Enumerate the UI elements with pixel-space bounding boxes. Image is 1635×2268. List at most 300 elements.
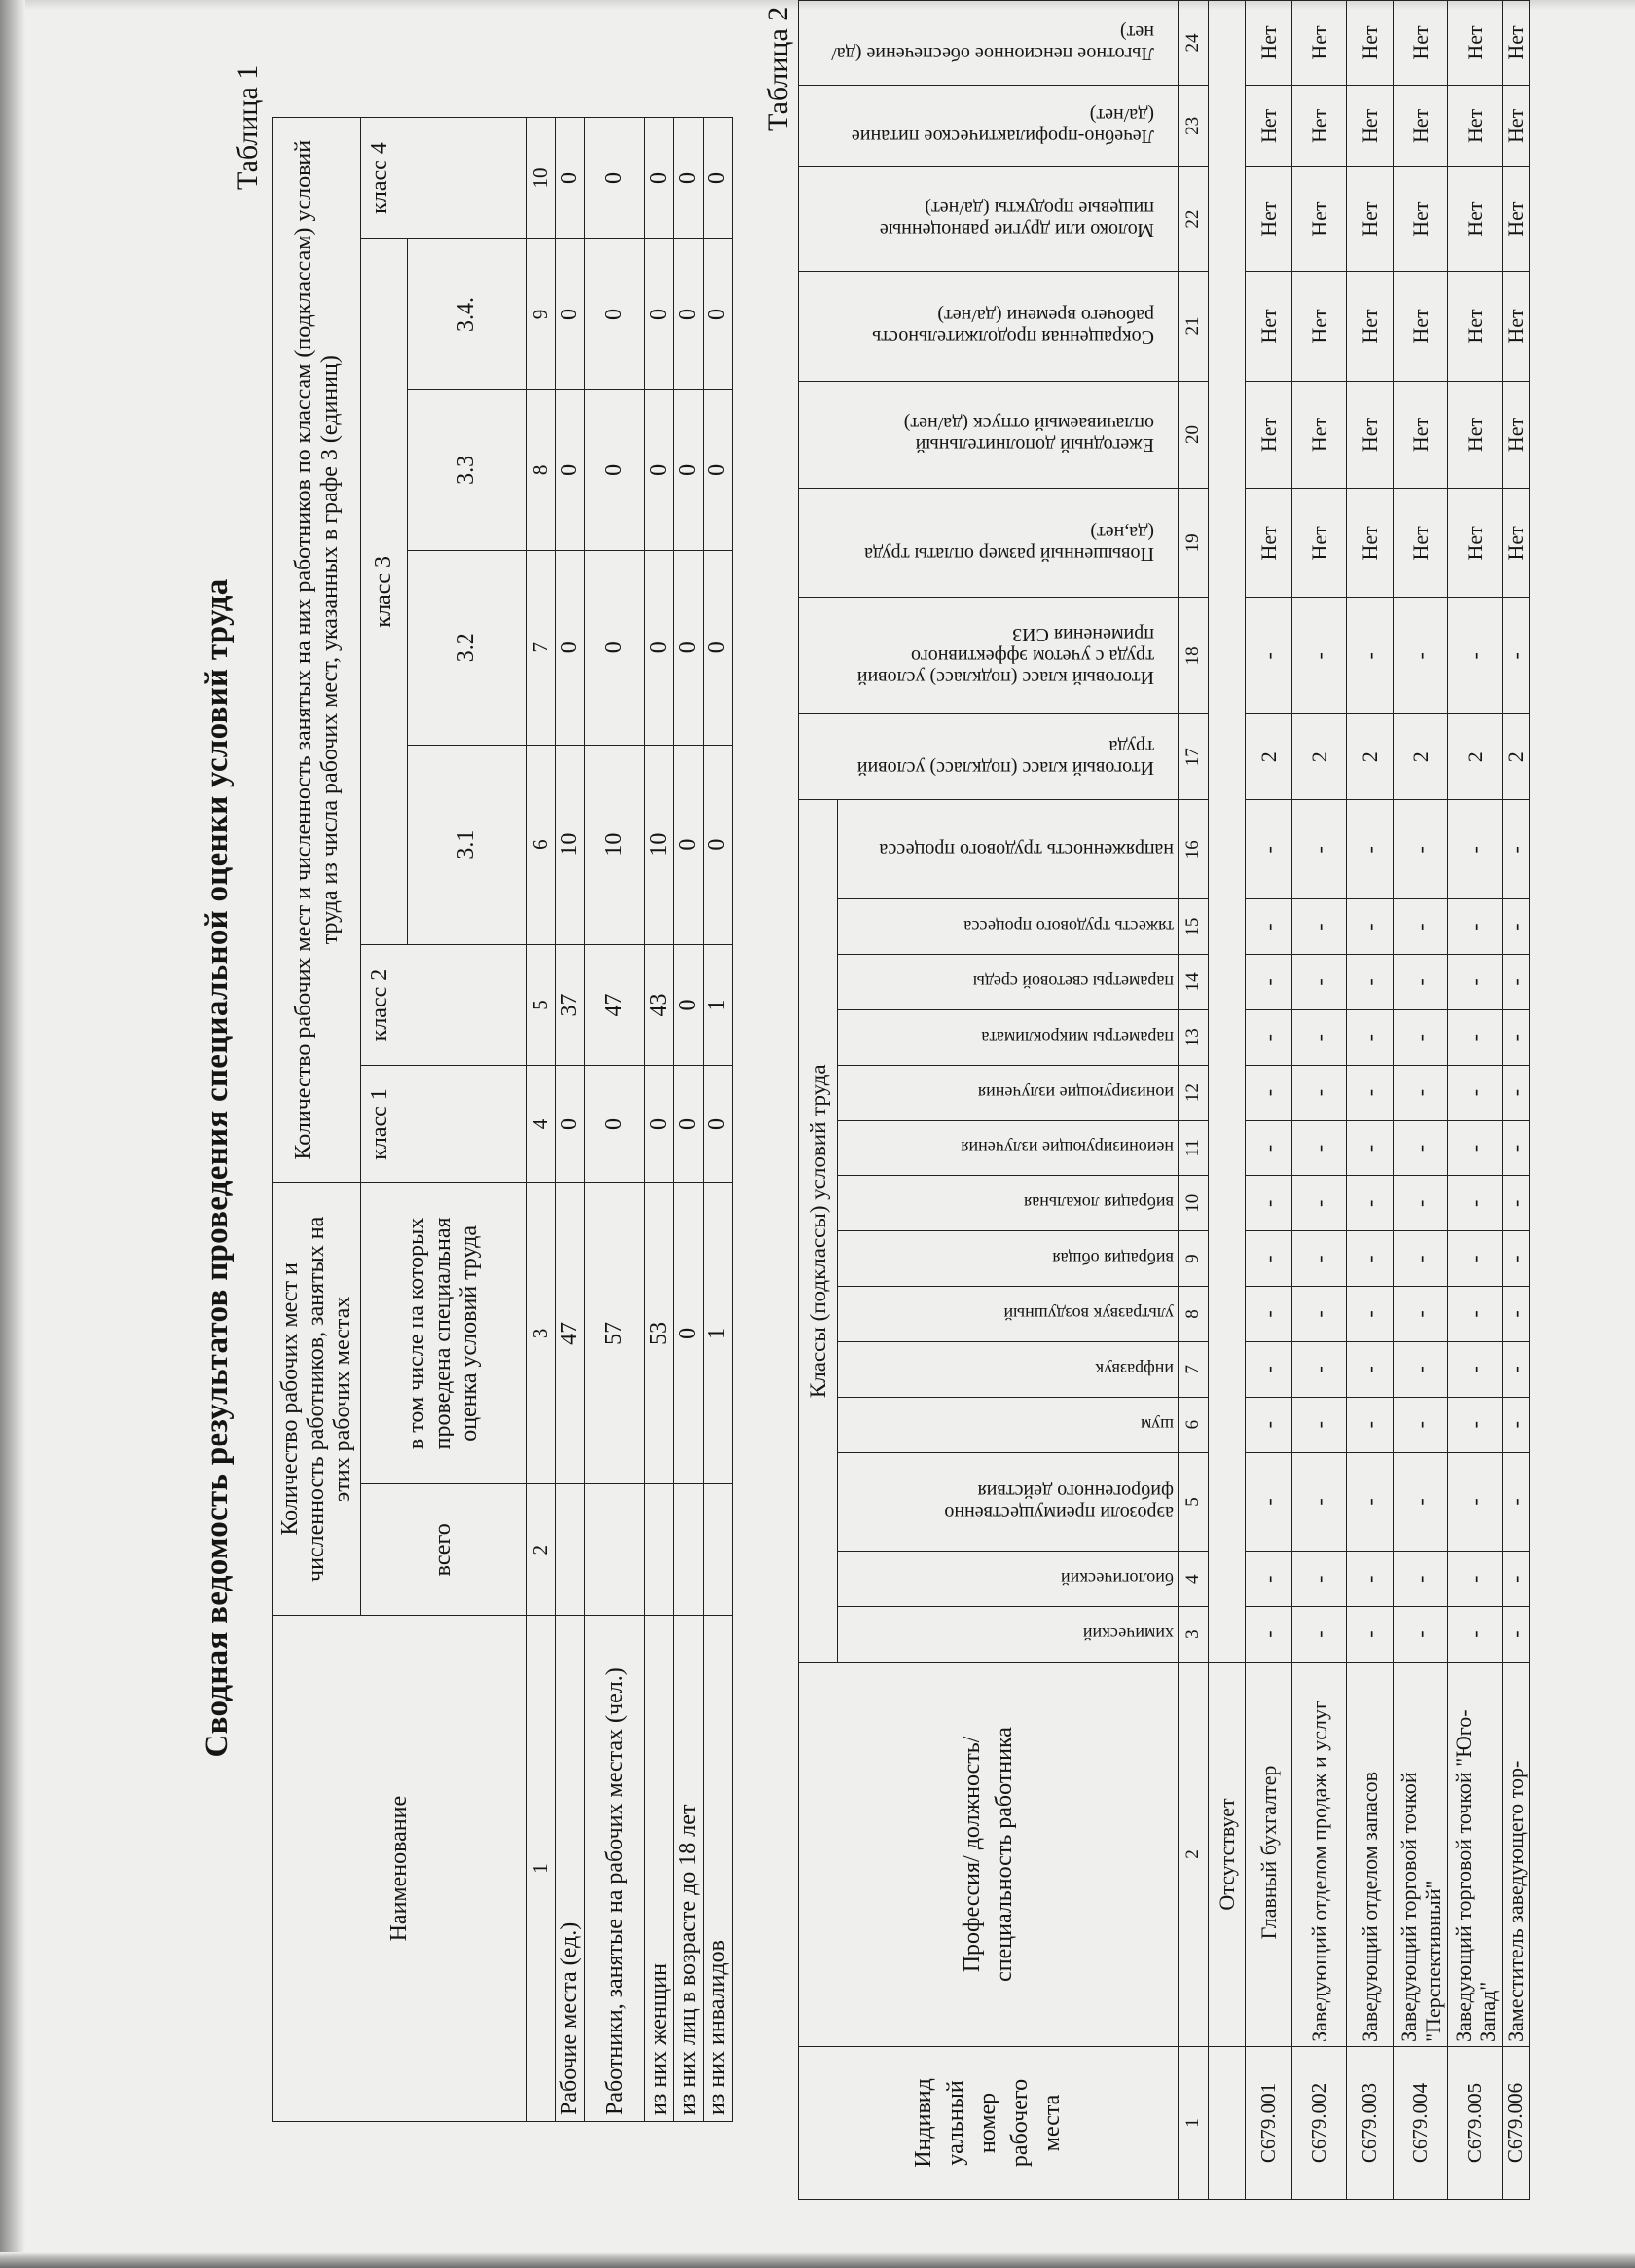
t1-cell: 0 <box>585 118 645 239</box>
t2-factor-cell: - <box>1292 1065 1347 1120</box>
t1-header-workplaces: Количество рабочих мест и численность работников, занятых на этих рабочих местах <box>273 1183 361 1616</box>
t1-row-label: из них женщин <box>645 1616 674 2122</box>
t2-factor-cell: - <box>1394 1176 1448 1231</box>
t1-cell: 0 <box>645 1066 674 1183</box>
t2-colnum: 10 <box>1179 1176 1209 1231</box>
t2-wp-id: С679.004 <box>1394 2046 1448 2199</box>
t2-row <box>1394 1 1448 2200</box>
t2-factor-cell: - <box>1292 899 1347 955</box>
t2-factor-header <box>838 800 1179 899</box>
t2-header-final-class-siz-text: Итоговый класс (подкласс) условий труда с учетом эффективного применения СИЗ <box>856 623 1154 688</box>
t2-factor-header <box>838 1009 1179 1065</box>
t2-guarantee-cell: Нет <box>1292 272 1347 381</box>
t2-factor-header <box>838 1397 1179 1452</box>
t2-header-guarantee <box>799 85 1179 166</box>
t2-factor-cell: - <box>1448 800 1503 899</box>
t1-row <box>585 118 645 2122</box>
t2-factor-cell: - <box>1503 1120 1530 1176</box>
t1-colnum: 1 <box>527 1616 556 2122</box>
t2-guarantee-cell: Нет <box>1448 1 1503 86</box>
t1-colnum: 2 <box>527 1484 556 1616</box>
t2-body <box>1246 1 1530 2200</box>
t2-guarantee-cell: Нет <box>1448 489 1503 598</box>
t1-header-sub33: 3.3 <box>408 389 527 550</box>
t2-factor-cell: - <box>1347 1231 1394 1287</box>
t2-factor-cell: - <box>1292 1176 1347 1231</box>
t2-factor-cell: - <box>1394 954 1448 1009</box>
t2-header-guarantee-text: Повышенный размер оплаты труда (да,нет) <box>863 521 1154 565</box>
t1-cell: 0 <box>674 1183 704 1484</box>
t1-cell <box>645 1484 674 1616</box>
t2-header-profession: Профессия/ должность/ специальность работника <box>799 1662 1179 2046</box>
t1-cell: 0 <box>556 389 585 550</box>
t2-factor-cell: - <box>1246 954 1292 1009</box>
t2-factor-cell: - <box>1246 1231 1292 1287</box>
t2-wp-id: С679.006 <box>1503 2046 1530 2199</box>
t2-factor-header <box>838 1065 1179 1120</box>
t2-factor-cell: - <box>1394 1009 1448 1065</box>
t2-factor-header-text: неионизирующие излучения <box>960 1138 1174 1158</box>
t2-header-guarantee <box>799 166 1179 272</box>
t2-factor-header-text: ультразвук воздушный <box>1002 1303 1174 1324</box>
t2-factor-cell: - <box>1394 1120 1448 1176</box>
t1-colnum: 10 <box>527 118 556 239</box>
t2-row <box>1503 1 1530 2200</box>
t2-factor-cell: - <box>1347 899 1394 955</box>
t1-cell: 53 <box>645 1183 674 1484</box>
t2-factor-cell: - <box>1246 1065 1292 1120</box>
t2-colnum: 6 <box>1179 1397 1209 1452</box>
t2-guarantee-cell: Нет <box>1246 489 1292 598</box>
t2-row <box>1292 1 1347 2200</box>
t2-factor-cell: - <box>1448 954 1503 1009</box>
t2-colnum: 18 <box>1179 598 1209 714</box>
t2-factor-cell: - <box>1394 1552 1448 1607</box>
t2-colnum: 17 <box>1179 714 1209 800</box>
t2-factor-cell: - <box>1394 1397 1448 1452</box>
t2-final-class: 2 <box>1246 714 1292 800</box>
t2-factor-cell: - <box>1292 1607 1347 1663</box>
t1-cell: 0 <box>556 118 585 239</box>
t2-row <box>1347 1 1394 2200</box>
table1-caption: Таблица 1 <box>232 64 264 190</box>
t2-factor-cell: - <box>1503 1607 1530 1663</box>
t2-guarantee-cell: Нет <box>1394 272 1448 381</box>
t2-factor-cell: - <box>1347 1607 1394 1663</box>
t2-final-class-siz: - <box>1503 598 1530 714</box>
t2-factor-cell: - <box>1448 1120 1503 1176</box>
t2-colnum: 8 <box>1179 1287 1209 1342</box>
t1-cell: 0 <box>674 389 704 550</box>
t2-factor-cell: - <box>1347 1397 1394 1452</box>
t2-final-class: 2 <box>1503 714 1530 800</box>
t1-cell <box>556 1484 585 1616</box>
t1-cell: 43 <box>645 944 674 1066</box>
t2-header-classes: Классы (подклассы) условий труда <box>799 800 838 1663</box>
t2-wp-id: С679.001 <box>1246 2046 1292 2199</box>
t1-cell: 47 <box>585 944 645 1066</box>
t2-colnum: 14 <box>1179 954 1209 1009</box>
t1-header-class2: класс 2 <box>361 944 527 1066</box>
t2-factor-cell: - <box>1503 1231 1530 1287</box>
t2-colnum: 20 <box>1179 381 1209 489</box>
t2-profession: Заместитель заведующего тор- <box>1503 1662 1530 2046</box>
t2-colnum: 19 <box>1179 489 1209 598</box>
t2-profession: Заведующий отделом продаж и услуг <box>1292 1662 1347 2046</box>
t2-colnum: 1 <box>1179 2046 1209 2199</box>
t2-final-class: 2 <box>1448 714 1503 800</box>
t1-cell: 0 <box>585 1066 645 1183</box>
t2-colnum: 9 <box>1179 1231 1209 1287</box>
t1-row <box>556 118 585 2122</box>
t2-guarantee-cell: Нет <box>1347 272 1394 381</box>
t2-factor-cell: - <box>1246 1120 1292 1176</box>
t1-row <box>645 118 674 2122</box>
t2-factor-header-text: шум <box>1140 1414 1174 1435</box>
t1-row-label: Рабочие места (ед.) <box>556 1616 585 2122</box>
t1-header-sub32: 3.2 <box>408 550 527 745</box>
t2-factor-cell: - <box>1448 1341 1503 1397</box>
t2-factor-cell: - <box>1246 1341 1292 1397</box>
t2-factor-cell: - <box>1448 1065 1503 1120</box>
t2-colnum: 11 <box>1179 1120 1209 1176</box>
t2-factor-header-text: химический <box>1082 1625 1174 1645</box>
t1-cell: 0 <box>674 745 704 944</box>
t2-guarantee-cell: Нет <box>1347 85 1394 166</box>
t2-factor-cell: - <box>1292 1341 1347 1397</box>
t2-factor-header <box>838 1176 1179 1231</box>
t2-guarantee-cell: Нет <box>1394 381 1448 489</box>
t1-row-label: из них лиц в возрасте до 18 лет <box>674 1616 704 2122</box>
t1-cell: 0 <box>556 1066 585 1183</box>
t2-guarantee-cell: Нет <box>1503 1 1530 86</box>
document-title: Сводная ведомость результатов проведения специальной оценки условий труда <box>200 578 235 1758</box>
t2-colnum: 13 <box>1179 1009 1209 1065</box>
t2-wp-id: С679.005 <box>1448 2046 1503 2199</box>
t2-factor-cell: - <box>1448 1176 1503 1231</box>
t2-profession: Главный бухгалтер <box>1246 1662 1292 2046</box>
table2-caption: Таблица 2 <box>762 6 794 131</box>
t2-guarantee-cell: Нет <box>1246 381 1292 489</box>
t2-section-label: Отсутствует <box>1209 1662 1246 2046</box>
t1-cell: 0 <box>704 389 733 550</box>
t2-factor-cell: - <box>1347 1065 1394 1120</box>
t2-factor-cell: - <box>1394 1452 1448 1552</box>
t2-factor-cell: - <box>1448 1552 1503 1607</box>
t1-cell: 10 <box>585 745 645 944</box>
t2-factor-cell: - <box>1292 800 1347 899</box>
t1-cell: 0 <box>704 239 733 390</box>
t1-row <box>674 118 704 2122</box>
t2-factor-cell: - <box>1448 1607 1503 1663</box>
t2-factor-cell: - <box>1448 1397 1503 1452</box>
t2-factor-header-text: напряженность трудового процесса <box>878 838 1174 860</box>
t1-cell: 0 <box>674 239 704 390</box>
t1-cell: 0 <box>556 550 585 745</box>
t2-factor-header <box>838 1452 1179 1552</box>
t2-guarantee-cell: Нет <box>1246 166 1292 272</box>
t1-cell: 0 <box>585 550 645 745</box>
t1-cell: 0 <box>645 389 674 550</box>
t2-colnum: 22 <box>1179 166 1209 272</box>
t2-guarantee-cell: Нет <box>1347 1 1394 86</box>
t1-cell: 57 <box>585 1183 645 1484</box>
t2-factor-header-text: вибрация общая <box>1051 1249 1174 1269</box>
t1-header-name: Наименование <box>273 1616 527 2122</box>
t1-colnum: 6 <box>527 745 556 944</box>
t2-guarantee-cell: Нет <box>1292 85 1347 166</box>
t2-final-class: 2 <box>1394 714 1448 800</box>
t2-factor-header-text: параметры микроклимата <box>980 1027 1174 1047</box>
t2-section-blank <box>1209 1 1246 1663</box>
t1-cell: 10 <box>645 745 674 944</box>
t2-factor-cell: - <box>1448 1287 1503 1342</box>
t1-cell <box>585 1484 645 1616</box>
t2-factor-cell: - <box>1347 1341 1394 1397</box>
t1-cell: 10 <box>556 745 585 944</box>
t2-guarantee-cell: Нет <box>1246 1 1292 86</box>
t1-header-class1: класс 1 <box>361 1066 527 1183</box>
t1-cell: 0 <box>585 239 645 390</box>
t2-guarantee-cell: Нет <box>1292 381 1347 489</box>
t1-colnum: 5 <box>527 944 556 1066</box>
t2-factor-cell: - <box>1503 1287 1530 1342</box>
t2-guarantee-cell: Нет <box>1347 166 1394 272</box>
t2-profession: Заведующий отделом запасов <box>1347 1662 1394 2046</box>
t1-colnum: 7 <box>527 550 556 745</box>
t2-factor-cell: - <box>1347 1552 1394 1607</box>
t2-factor-cell: - <box>1503 1176 1530 1231</box>
summary-table-2 <box>798 0 1530 2200</box>
t1-cell: 0 <box>704 550 733 745</box>
t1-body <box>556 118 733 2122</box>
t2-factor-cell: - <box>1246 1009 1292 1065</box>
t1-cell: 0 <box>704 1066 733 1183</box>
t2-header-guarantee-text: Ежегодный дополнительный оплачиваемый отпуск (да/нет) <box>903 413 1154 457</box>
t2-factor-header <box>838 1607 1179 1663</box>
t2-factor-cell: - <box>1503 1341 1530 1397</box>
t2-guarantee-cell: Нет <box>1503 489 1530 598</box>
t2-factor-cell: - <box>1347 1452 1394 1552</box>
t2-factor-cell: - <box>1246 1176 1292 1231</box>
t2-factor-header-text: параметры световой среды <box>972 971 1174 992</box>
t1-cell <box>674 1484 704 1616</box>
t2-row <box>1448 1 1503 2200</box>
t2-factor-cell: - <box>1448 1231 1503 1287</box>
t2-colnum: 15 <box>1179 899 1209 955</box>
t2-wp-id: С679.003 <box>1347 2046 1394 2199</box>
t2-header-final-class-text: Итоговый класс (подкласс) условий труда <box>856 735 1154 779</box>
t1-header-total: всего <box>361 1484 527 1616</box>
t1-cell: 37 <box>556 944 585 1066</box>
t2-factor-cell: - <box>1347 800 1394 899</box>
t2-guarantee-cell: Нет <box>1394 166 1448 272</box>
t1-cell: 0 <box>645 239 674 390</box>
t1-header-sub34: 3.4. <box>408 239 527 390</box>
t2-factor-cell: - <box>1292 1120 1347 1176</box>
t2-factor-header <box>838 1287 1179 1342</box>
t1-header-class4: класс 4 <box>361 118 527 239</box>
t2-factor-header-text: инфразвук <box>1094 1359 1174 1379</box>
t2-factor-header <box>838 954 1179 1009</box>
t1-cell: 1 <box>704 944 733 1066</box>
t2-header-guarantee <box>799 272 1179 381</box>
t2-colnum: 24 <box>1179 1 1209 86</box>
t2-guarantee-cell: Нет <box>1503 381 1530 489</box>
t1-cell: 1 <box>704 1183 733 1484</box>
t1-cell: 0 <box>704 118 733 239</box>
t1-cell <box>704 1484 733 1616</box>
t2-section-blank <box>1209 2046 1246 2199</box>
t2-factor-cell: - <box>1394 899 1448 955</box>
t2-guarantee-cell: Нет <box>1292 489 1347 598</box>
t2-factor-cell: - <box>1448 1452 1503 1552</box>
t2-header-guarantee-text: Сокращенная продолжительность рабочего времени (да/нет) <box>871 305 1154 348</box>
t1-cell: 0 <box>556 239 585 390</box>
t2-factor-cell: - <box>1246 1287 1292 1342</box>
t1-colnum: 9 <box>527 239 556 390</box>
t1-cell: 0 <box>674 550 704 745</box>
t2-factor-cell: - <box>1503 1552 1530 1607</box>
t2-factor-cell: - <box>1246 1552 1292 1607</box>
t2-factor-header <box>838 1231 1179 1287</box>
t2-factor-cell: - <box>1347 1120 1394 1176</box>
t2-header-guarantee <box>799 381 1179 489</box>
t2-factor-header-text: вибрация локальная <box>1023 1193 1174 1214</box>
t2-factor-header-text: аэрозоли преимущественно фиброгенного действия <box>943 1480 1174 1523</box>
t2-factor-cell: - <box>1246 1397 1292 1452</box>
t1-cell: 0 <box>585 389 645 550</box>
t2-guarantee-cell: Нет <box>1503 85 1530 166</box>
t2-factor-cell: - <box>1394 1607 1448 1663</box>
t1-cell: 0 <box>645 118 674 239</box>
t2-factor-cell: - <box>1394 1341 1448 1397</box>
summary-table-1 <box>272 117 733 2122</box>
t2-factor-header <box>838 1341 1179 1397</box>
t2-factor-cell: - <box>1292 1009 1347 1065</box>
t2-factor-header-text: ионизирующие излучения <box>977 1082 1174 1103</box>
t2-factor-cell: - <box>1347 1287 1394 1342</box>
t2-factor-cell: - <box>1246 800 1292 899</box>
t2-factor-cell: - <box>1503 800 1530 899</box>
t2-factor-cell: - <box>1503 1452 1530 1552</box>
t2-factor-cell: - <box>1292 1287 1347 1342</box>
t2-guarantee-cell: Нет <box>1448 272 1503 381</box>
t2-row <box>1246 1 1292 2200</box>
t2-guarantee-cell: Нет <box>1246 272 1292 381</box>
t2-guarantee-cell: Нет <box>1292 1 1347 86</box>
t2-header-final-class <box>799 714 1179 800</box>
t2-final-class-siz: - <box>1448 598 1503 714</box>
t2-factor-header <box>838 1552 1179 1607</box>
t2-guarantee-cell: Нет <box>1246 85 1292 166</box>
t2-profession: Заведующий торговой точкой "Перспективный" <box>1394 1662 1448 2046</box>
t2-guarantee-cell: Нет <box>1292 166 1347 272</box>
t2-colnum: 16 <box>1179 800 1209 899</box>
t2-header-wp-number-text: Индивидуальный номер рабочего места <box>911 2078 1065 2168</box>
t1-row-label: из них инвалидов <box>704 1616 733 2122</box>
t2-guarantee-cell: Нет <box>1448 166 1503 272</box>
t1-header-sub31: 3.1 <box>408 745 527 944</box>
t2-factor-cell: - <box>1503 899 1530 955</box>
t2-final-class-siz: - <box>1347 598 1394 714</box>
t2-factor-cell: - <box>1292 1231 1347 1287</box>
t2-factor-header-text: биологический <box>1060 1569 1174 1590</box>
t2-factor-header <box>838 899 1179 955</box>
t2-colnum: 7 <box>1179 1341 1209 1397</box>
t2-guarantee-cell: Нет <box>1394 1 1448 86</box>
t2-factor-cell: - <box>1292 1552 1347 1607</box>
t2-factor-cell: - <box>1246 1607 1292 1663</box>
t2-colnum: 23 <box>1179 85 1209 166</box>
t2-factor-cell: - <box>1394 1065 1448 1120</box>
t2-factor-cell: - <box>1246 899 1292 955</box>
t2-header-guarantee-text: Льготное пенсионное обеспечение (да/нет) <box>830 20 1154 64</box>
t2-final-class: 2 <box>1292 714 1347 800</box>
t2-factor-cell: - <box>1292 1397 1347 1452</box>
t2-factor-cell: - <box>1503 1397 1530 1452</box>
t2-guarantee-cell: Нет <box>1503 166 1530 272</box>
t2-factor-cell: - <box>1292 1452 1347 1552</box>
t2-colnum: 12 <box>1179 1065 1209 1120</box>
t2-colnum-row <box>1179 1 1209 2200</box>
t1-cell: 47 <box>556 1183 585 1484</box>
t2-final-class: 2 <box>1347 714 1394 800</box>
t2-factor-cell: - <box>1292 954 1347 1009</box>
t1-row-label: Работники, занятые на рабочих местах (чел.) <box>585 1616 645 2122</box>
t2-colnum: 3 <box>1179 1607 1209 1663</box>
t2-header-guarantee-text: Лечебно-профилактическое питание (да/нет) <box>851 104 1154 148</box>
t1-cell: 0 <box>674 944 704 1066</box>
t1-colnum: 3 <box>527 1183 556 1484</box>
t2-factor-cell: - <box>1347 1009 1394 1065</box>
t1-header-classes: Количество рабочих мест и численность занятых на них работников по классам (подклассам) условий труда из числа рабочих мест, указанных в графе 3 (единиц) <box>273 118 361 1183</box>
t2-final-class-siz: - <box>1292 598 1347 714</box>
t2-factor-cell: - <box>1503 1065 1530 1120</box>
t2-factor-cell: - <box>1503 1009 1530 1065</box>
t2-factor-cell: - <box>1394 1231 1448 1287</box>
t1-cell: 0 <box>645 550 674 745</box>
t1-row <box>704 118 733 2122</box>
t2-header-wp-number <box>799 2046 1179 2199</box>
t2-colnum: 4 <box>1179 1552 1209 1607</box>
t2-profession: Заведующий торговой точкой "Юго-Запад" <box>1448 1662 1503 2046</box>
t2-colnum: 21 <box>1179 272 1209 381</box>
t2-guarantee-cell: Нет <box>1347 381 1394 489</box>
t2-factor-cell: - <box>1503 954 1530 1009</box>
t1-cell: 0 <box>674 118 704 239</box>
t2-factor-cell: - <box>1448 1009 1503 1065</box>
t2-factor-header <box>838 1120 1179 1176</box>
t2-wp-id: С679.002 <box>1292 2046 1347 2199</box>
t1-colnum: 8 <box>527 389 556 550</box>
t2-guarantee-cell: Нет <box>1347 489 1394 598</box>
t2-header-guarantee-text: Молоко или другие равноценные пищевые продукты (да/нет) <box>879 198 1154 241</box>
t2-factor-cell: - <box>1246 1452 1292 1552</box>
t1-cell: 0 <box>674 1066 704 1183</box>
t2-factor-cell: - <box>1448 899 1503 955</box>
t2-header-guarantee <box>799 1 1179 86</box>
t2-guarantee-cell: Нет <box>1448 85 1503 166</box>
t2-colnum: 2 <box>1179 1662 1209 2046</box>
t2-guarantee-cell: Нет <box>1394 489 1448 598</box>
t2-guarantee-cell: Нет <box>1394 85 1448 166</box>
t2-final-class-siz: - <box>1246 598 1292 714</box>
t2-header-guarantee <box>799 489 1179 598</box>
t2-factor-header-text: тяжесть трудового процесса <box>963 917 1174 937</box>
t2-factor-cell: - <box>1347 1176 1394 1231</box>
t2-guarantee-cell: Нет <box>1503 272 1530 381</box>
